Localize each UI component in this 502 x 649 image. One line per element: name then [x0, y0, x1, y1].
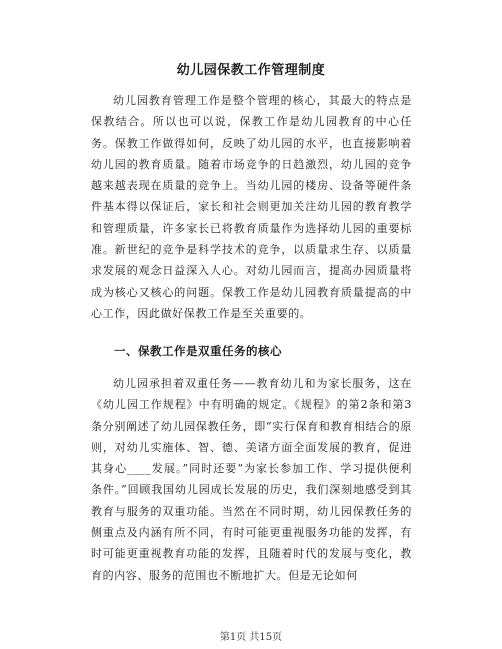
section-heading: 一、保教工作是双重任务的核心 [114, 344, 282, 358]
intro-paragraph: 幼儿园教育管理工作是整个管理的核心，其最大的特点是保教结合。所以也可以说，保教工作是幼儿园教育的中心任务。保教工作做得如何，反映了幼儿园的水平，也直接影响着幼儿园的教育质量。随着市场竞争的日趋激烈，幼儿园的竞争越来越表现在质量的竞争上。当幼儿园的楼房、设备等硬件条件基本得以保证后，家长和社会则更加关注幼儿园的教育教学和管理质量，许多家长已将教育质量作为选择幼儿园的重要标准。新世纪的竞争是科学技术的竞争，以质量求生存、以质量求发展的观念日益深入人心。对幼儿园而言，提高办园质量将成为核心又核心的问题。保教工作是幼儿园教育质量提高的中心工作，因此做好保教工作是至关重要的。 [91, 94, 412, 320]
section-paragraph: 幼儿园承担着双重任务——教育幼儿和为家长服务，这在《幼儿园工作规程》中有明确的规定。《规程》的第2条和第3条分别阐述了幼儿园保教任务，即“实行保育和教育相结合的原则，对幼儿实施体、智、德、美诸方面全面发展的教育，促进其身心____发展。”同时还要“为家长参加工作、学习提供便利条件。”回顾我国幼儿园成长发展的历史，我们深刻地感受到其教育与服务的双重功能。当然在不同时期，幼儿园保教任务的侧重点及内涵有所不同，有时可能更重视服务功能的发挥，有时可能更重视教育功能的发挥，且随着时代的发展与变化，教育的内容、服务的范围也不断地扩大。但是无论如何 [91, 377, 412, 582]
page-number-footer: 第1页 共15页 [219, 632, 283, 643]
document-title: 幼儿园保教工作管理制度 [176, 63, 326, 78]
